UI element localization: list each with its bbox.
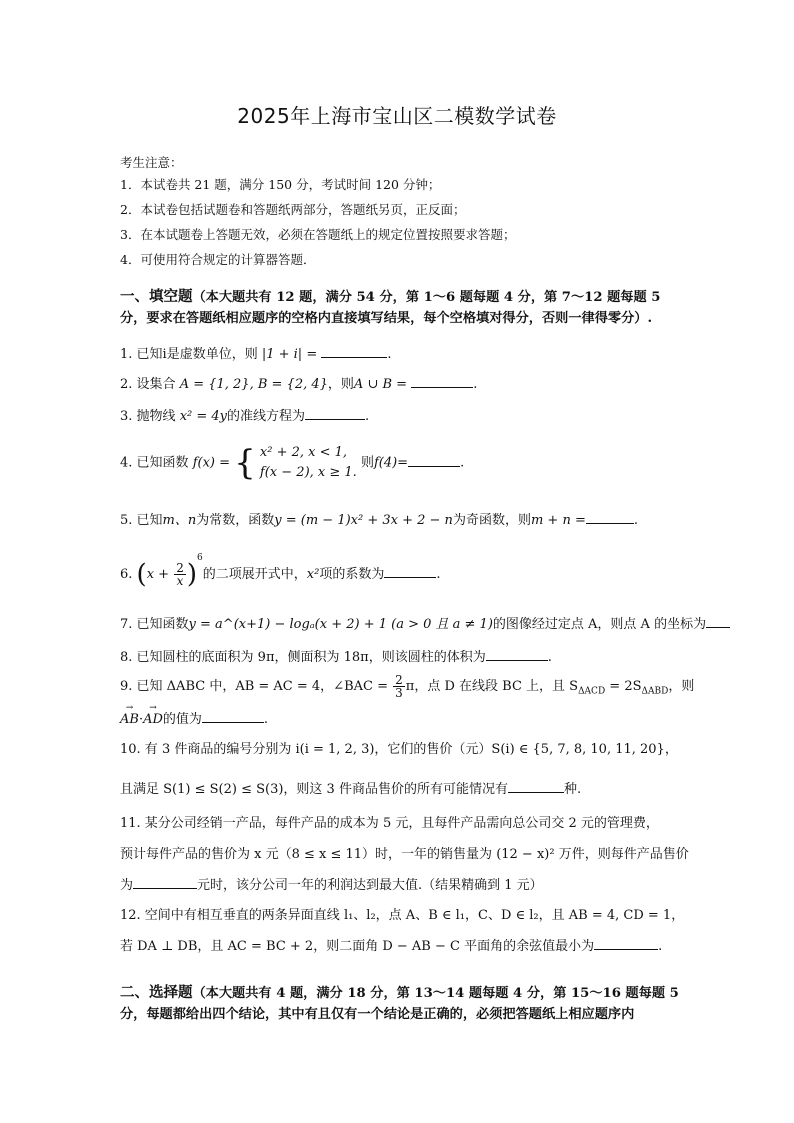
q7-text-2: 的图像经过定点 A，则点 A 的坐标为: [492, 617, 707, 632]
q5-mid-2: 为奇函数，则: [452, 513, 531, 528]
q4-text: 4. 已知函数: [120, 455, 189, 471]
q6-x: x: [146, 567, 155, 582]
q6-term: x²: [306, 567, 320, 582]
vector-ad: → AD: [143, 712, 163, 727]
q4-case-2: f(x − 2), x ≥ 1.: [259, 465, 357, 480]
q8-end: .: [547, 650, 552, 665]
question-11-line-2: [120, 843, 689, 862]
q7-text: 7. 已知函数: [120, 617, 189, 632]
q6-end: .: [436, 567, 441, 582]
q2-text: 2. 设集合: [120, 377, 176, 392]
q9-fraction-num: 2: [395, 673, 403, 687]
answer-blank-7[interactable]: [706, 613, 730, 628]
q5-expression: y = (m − 1)x² + 3x + 2 − n: [274, 513, 453, 528]
question-9: [120, 673, 695, 700]
answer-blank-4[interactable]: [408, 452, 460, 467]
q1-end: .: [387, 347, 392, 362]
q4-case-1: x² + 2, x < 1,: [259, 445, 348, 460]
q9-text-3: 的值为: [162, 712, 202, 727]
answer-blank-3[interactable]: [305, 405, 365, 420]
q9-fraction: [393, 674, 405, 699]
question-12-line-2: [120, 935, 685, 954]
notice-heading: 考生注意：: [120, 155, 183, 170]
q2-sets: A = {1, 2}, B = {2, 4}: [179, 377, 328, 392]
q5-end: .: [633, 513, 638, 528]
q1-expression: |1 + i| =: [261, 347, 318, 362]
q3-text: 3. 抛物线: [120, 409, 176, 424]
vector-ab: → AB: [120, 712, 139, 727]
q3-end: .: [365, 409, 370, 424]
q5-text: 5. 已知: [120, 513, 163, 528]
q4-end: .: [460, 455, 465, 471]
answer-blank-6[interactable]: [384, 563, 436, 578]
q10-line-1: 10. 有 3 件商品的编号分别为 i(i = 1, 2, 3)，它们的售价（元）S(i) ∈ {5, 7, 8, 10, 11, 20}，: [120, 742, 678, 757]
question-10-line-2: [120, 778, 685, 797]
q4-brace: {: [234, 443, 256, 483]
answer-blank-1[interactable]: [321, 343, 387, 358]
notice-item: 4．可使用符合规定的计算器答题．: [120, 252, 316, 267]
q9-text: 9. 已知 ΔABC 中，AB = AC = 4，∠BAC =: [120, 679, 388, 694]
section-choice-desc: （本大题共有 4 题，满分 18 分，第 13～14 题每题 4 分，第 15～16 题每题 5 分，每题都给出四个结论，其中有且仅有一个结论是正确的，必须把答题纸上相应题序内: [120, 986, 679, 1022]
q5-mid: 为常数，函数: [196, 513, 275, 528]
q6-paren-open: (: [136, 559, 147, 590]
section-choice-title: 二、选择题: [120, 984, 193, 1001]
q9-end-2: .: [263, 712, 269, 727]
answer-blank-2[interactable]: [411, 373, 473, 388]
answer-blank-9[interactable]: [202, 708, 264, 723]
q6-paren-close: ): [186, 559, 198, 590]
answer-blank-5[interactable]: [586, 509, 634, 524]
q2-mid: ，则: [327, 377, 354, 392]
question-6: 6. (x + $\frac{2}{x}$ )$^6$的二项展开式中，x²项的系数为 .: [120, 553, 441, 590]
q3-expression: x² = 4y: [179, 409, 228, 424]
q9-dot: ·: [138, 712, 144, 727]
q9-end: ，则: [668, 679, 695, 694]
q9-fraction-den: 3: [395, 686, 403, 700]
section-fill-in-heading: [120, 286, 682, 329]
notice-item: 2．本试卷包括试题卷和答题纸两部分，答题纸另页，正反面；: [120, 202, 466, 217]
question-4: [120, 443, 685, 483]
q6-mid: 的二项展开式中，: [202, 567, 307, 582]
exam-title: 2025年上海市宝山区二模数学试卷: [237, 104, 557, 128]
q11-line-1: 11. 某分公司经销一产品，每件产品的成本为 5 元，且每件产品需向总公司交 2 元的管理费，: [120, 816, 659, 831]
q4-ask: f(4)=: [373, 455, 409, 471]
q2-union: A ∪ B =: [353, 377, 408, 392]
q10-line-2: 且满足 S(1) ≤ S(2) ≤ S(3)，则这 3 件商品售价的所有可能情况有: [120, 782, 508, 797]
q5-vars: m、n: [162, 513, 197, 528]
q1-text: 1. 已知i是虚数单位，则: [120, 347, 258, 362]
q9-eq: = 2S: [605, 679, 642, 694]
answer-blank-8[interactable]: [486, 646, 548, 661]
notice-item: 3．在本试题卷上答题无效，必须在答题纸上的规定位置按照要求答题；: [120, 227, 516, 242]
q9-sub-1: ΔACD: [578, 686, 606, 697]
q4-cases: [260, 443, 357, 483]
question-5: [120, 509, 685, 528]
q9-text-2: π，点 D 在线段 BC 上，且 S: [405, 679, 579, 694]
q4-function: f(x) =: [192, 455, 230, 471]
q2-end: .: [473, 377, 478, 392]
q11-line-2: 预计每件产品的售价为 x 元（8 ≤ x ≤ 11）时，一年的销售量为 (12 − x)² 万件，则每件产品售价: [120, 847, 689, 862]
answer-blank-11[interactable]: [133, 874, 197, 889]
q11-line-3a: 为: [120, 878, 134, 893]
q6-num: 6.: [120, 567, 133, 582]
q6-exponent: 6: [197, 553, 203, 563]
question-7: [120, 613, 707, 632]
section-fill-in-title: 一、填空题: [120, 288, 193, 305]
q9-sub-2: ΔABD: [641, 686, 669, 697]
answer-blank-12[interactable]: [594, 935, 658, 950]
q6-fraction-num: 2: [176, 561, 184, 575]
q6-fraction: [174, 562, 186, 587]
question-2: [120, 373, 685, 392]
section-choice-heading: [120, 982, 682, 1025]
q12-end: .: [658, 939, 663, 954]
question-10: [120, 738, 685, 757]
q4-mid: 则: [360, 455, 374, 471]
notice-list: [120, 175, 700, 275]
q12-line-1: 12. 空间中有相互垂直的两条异面直线 l₁、l₂，点 A、B ∈ l₁，C、D ∈ l₂，且 AB = 4, CD = 1，: [120, 908, 685, 923]
question-11-line-3: [120, 874, 685, 893]
question-1: [120, 343, 685, 362]
question-3: [120, 405, 685, 424]
q6-fraction-den: x: [176, 574, 184, 588]
q10-end: 种.: [563, 782, 582, 797]
question-11: [120, 812, 685, 831]
q8-text: 8. 已知圆柱的底面积为 9π，侧面积为 18π，则该圆柱的体积为: [120, 650, 486, 665]
answer-blank-10[interactable]: [508, 778, 564, 793]
q12-line-2: 若 DA ⊥ DB，且 AC = BC + 2，则二面角 D − AB − C 平面角的余弦值最小为: [120, 939, 595, 954]
question-12: [120, 904, 685, 923]
notice-item: 1．本试卷共 21 题，满分 150 分，考试时间 120 分钟；: [120, 177, 441, 192]
section-fill-in-desc: （本大题共有 12 题，满分 54 分，第 1～6 题每题 4 分，第 7～12 题每题 5 分，要求在答题纸相应题序的空格内直接填写结果，每个空格填对得分，否则一律得零分）.: [120, 290, 661, 326]
q6-text-2: 项的系数为: [319, 567, 385, 582]
question-9-line-2: [120, 708, 685, 727]
q5-ask: m + n =: [530, 513, 586, 528]
q3-text-2: 的准线方程为: [227, 409, 306, 424]
q7-expression: y = a^(x+1) − logₐ(x + 2) + 1 (a > 0 且 a ≠ 1): [188, 617, 493, 632]
q11-line-3b: 元时，该分公司一年的利润达到最大值.（结果精确到 1 元）: [197, 878, 543, 893]
question-8: [120, 646, 685, 665]
